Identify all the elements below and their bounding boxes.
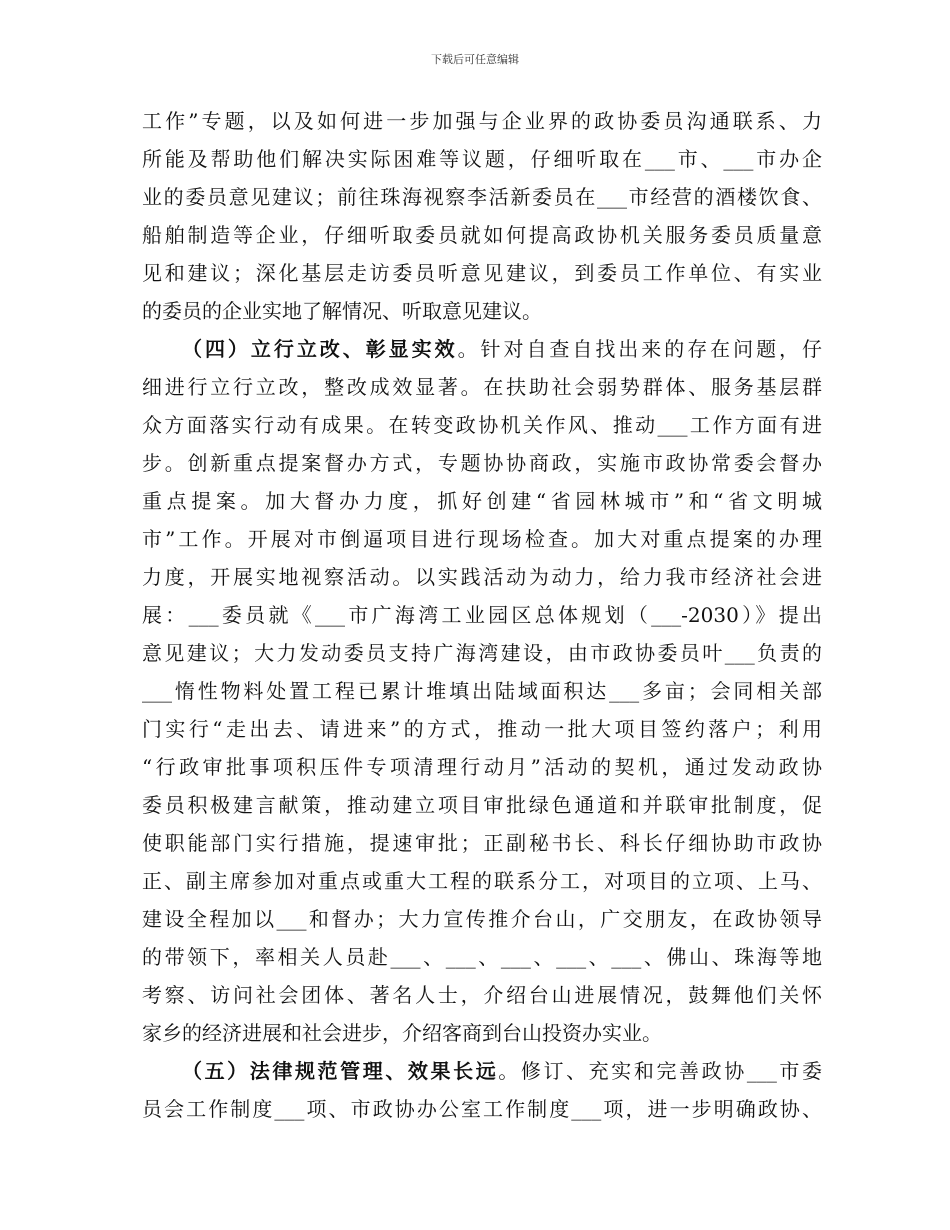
text-line: ___惰性物料处置工程已累计堆填出陆域面积达___多亩；会同相关部 [142,679,822,703]
text-line: 市”工作。开展对市倒逼项目进行现场检查。加大对重点提案的办理 [142,527,822,551]
section-5-first-line [142,1052,822,1090]
text-line: 见和建议；深化基层走访委员听意见建议，到委员工作单位、有实业 [142,261,822,285]
text-line: 考察、访问社会团体、著名人士，介绍台山进展情况，鼓舞他们关怀 [142,983,822,1007]
text-line: “行政审批事项积压件专项清理行动月”活动的契机，通过发动政协 [142,755,822,779]
text-line: 委员积极建言献策，推动建立项目审批绿色通道和并联审批制度，促 [142,793,822,817]
text-line: 业的委员意见建议；前往珠海视察李活新委员在___市经营的酒楼饮食、 [142,185,822,209]
text-line: 力度，开展实地视察活动。以实践活动为动力，给力我市经济社会进 [142,565,822,589]
text-line: 工作”专题，以及如何进一步加强与企业界的政协委员沟通联系、力 [142,109,822,133]
text-line: 众方面落实行动有成果。在转变政协机关作风、推动___工作方面有进 [142,413,822,437]
text-line: 意见建议；大力发动委员支持广海湾建设，由市政协委员叶___负责的 [142,641,822,665]
text-line: 建设全程加以___和督办；大力宣传推介台山，广交朋友，在政协领导 [142,907,822,931]
text-line: 门实行“走出去、请进来”的方式，推动一批大项目签约落户；利用 [142,717,822,741]
text-line: 展：___委员就《___市广海湾工业园区总体规划（___-2030）》提出 [142,603,822,627]
page-header: 下载后可任意编辑 [431,53,519,66]
text-line: 的带领下，率相关人员赴___、___、___、___、___、佛山、珠海等地 [142,945,822,969]
document-body [142,102,822,1128]
text-line: 细进行立行立改，整改成效显著。在扶助社会弱势群体、服务基层群 [142,375,822,399]
text-line: 正、副主席参加对重点或重大工程的联系分工，对项目的立项、上马、 [142,869,822,893]
text-line: 船舶制造等企业，仔细听取委员就如何提高政协机关服务委员质量意 [142,223,822,247]
text-line: 家乡的经济进展和社会进步，介绍客商到台山投资办实业。 [142,1021,662,1045]
text-line: 员会工作制度___项、市政协办公室工作制度___项，进一步明确政协、 [142,1097,822,1121]
text-line: 的委员的企业实地了解情况、听取意见建议。 [142,299,542,323]
text-line: 所能及帮助他们解决实际困难等议题，仔细听取在___市、___市办企 [142,147,822,171]
section-text: 。针对自查自找出来的存在问题，仔 [457,337,823,361]
text-line: 使职能部门实行措施，提速审批；正副秘书长、科长仔细协助市政协 [142,831,822,855]
section-heading: （四）立行立改、彰显实效 [182,337,458,361]
section-text: 。修订、充实和完善政协___市委 [498,1059,823,1083]
section-4-first-line [142,330,822,368]
section-heading: （五）法律规范管理、效果长远 [182,1059,499,1083]
text-line: 步。创新重点提案督办方式，专题协协商政，实施市政协常委会督办 [142,451,822,475]
text-line: 重点提案。加大督办力度，抓好创建“省园林城市”和“省文明城 [142,489,822,513]
